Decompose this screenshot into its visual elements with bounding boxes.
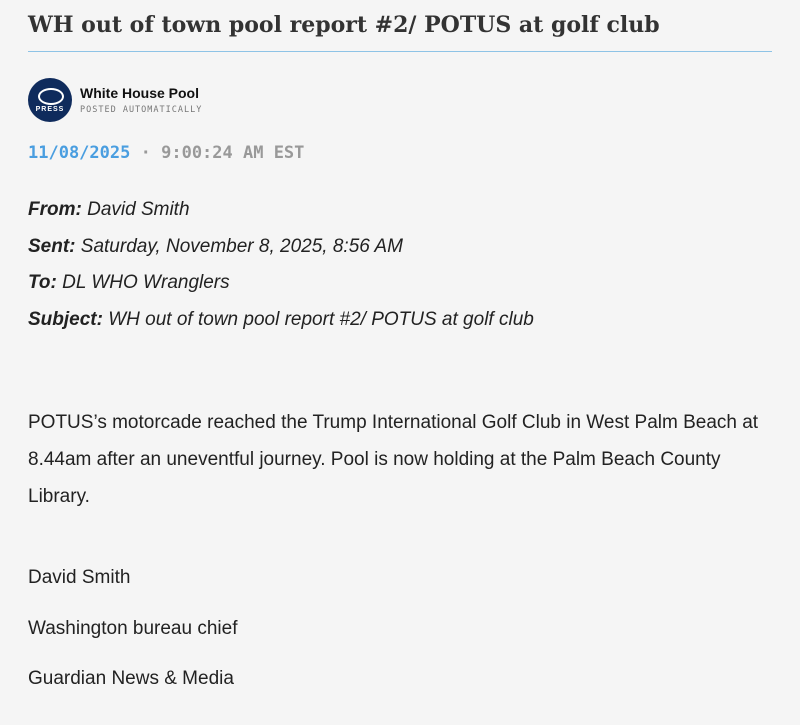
- email-header: [28, 192, 534, 338]
- post-title: WH out of town pool report #2/ POTUS at golf club: [28, 12, 660, 38]
- to-line: To: DL WHO Wranglers: [28, 272, 230, 293]
- divider: [28, 51, 772, 52]
- time: 9:00:24 AM EST: [161, 143, 305, 163]
- author-name[interactable]: White House Pool: [80, 85, 199, 101]
- timestamp: [28, 143, 304, 163]
- signature-title: Washington bureau chief: [28, 618, 238, 639]
- sent-line: Sent: Saturday, November 8, 2025, 8:56 AM: [28, 235, 403, 257]
- report-body: POTUS’s motorcade reached the Trump International Golf Club in West Palm Beach at 8.44am after an uneventful journey. Pool is now holding at the Palm Beach County Library.: [28, 412, 759, 507]
- signature-name: David Smith: [28, 567, 131, 588]
- logo-text: PRESS: [35, 106, 65, 113]
- white-house-icon: [38, 88, 64, 105]
- avatar: [28, 78, 72, 122]
- signature-org: Guardian News & Media: [28, 668, 234, 689]
- date: 11/08/2025: [28, 143, 131, 163]
- author-subtitle: POSTED AUTOMATICALLY: [80, 105, 203, 115]
- from-line: From: David Smith: [28, 199, 190, 220]
- subject-line: Subject: WH out of town pool report #2/ POTUS at golf club: [28, 308, 534, 330]
- separator: ·: [140, 143, 151, 163]
